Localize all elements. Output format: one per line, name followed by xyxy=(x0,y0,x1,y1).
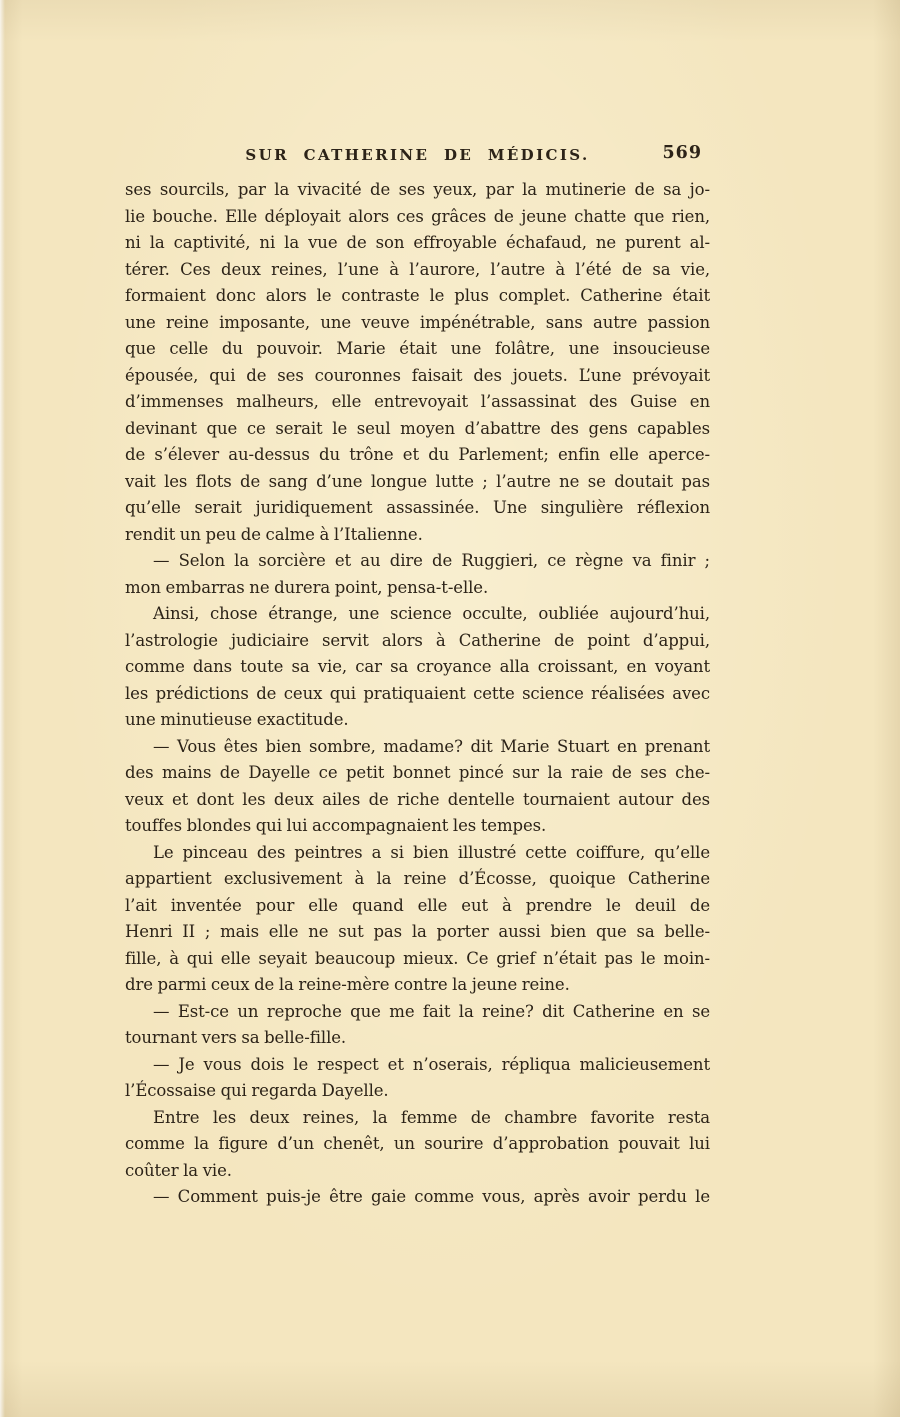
text-line: les prédictions de ceux qui pratiquaient cette science réalisées avec xyxy=(125,683,710,703)
text-line: formaient donc alors le contraste le plus complet. Catherine était xyxy=(125,286,710,305)
body-text xyxy=(125,177,710,1211)
text-line: Entre les deux reines, la femme de chambre favorite resta xyxy=(153,1107,710,1127)
running-title: SUR CATHERINE DE MÉDICIS. xyxy=(245,146,590,164)
text-line: de s’élever au-dessus du trône et du Parlement; enfin elle aperce- xyxy=(125,445,710,464)
text-line: comme la figure d’un chenêt, un sourire d’approbation pouvait lui xyxy=(125,1134,710,1153)
text-line: appartient exclusivement à la reine d’Écosse, quoique Catherine xyxy=(125,869,710,888)
text-line: l’ait inventée pour elle quand elle eut à prendre le deuil de xyxy=(125,895,710,915)
text-line: tournant vers sa belle-fille. xyxy=(125,1028,347,1047)
text-line: mon embarras ne durera point, pensa-t-elle. xyxy=(125,577,489,597)
text-line: ni la captivité, ni la vue de son effroyable échafaud, ne purent al- xyxy=(125,233,710,252)
text-line: fille, à qui elle seyait beaucoup mieux. Ce grief n’était pas le moin- xyxy=(125,948,710,968)
text-line: qu’elle serait juridiquement assassinée. Une singulière réflexion xyxy=(125,498,710,517)
text-line: épousée, qui de ses couronnes faisait des jouets. L’une prévoyait xyxy=(125,365,710,385)
text-line: vait les flots de sang d’une longue lutte ; l’autre ne se doutait pas xyxy=(125,471,710,491)
text-line: veux et dont les deux ailes de riche dentelle tournaient autour des xyxy=(125,789,710,809)
text-line: lie bouche. Elle déployait alors ces grâces de jeune chatte que rien, xyxy=(125,206,710,226)
text-line: des mains de Dayelle ce petit bonnet pincé sur la raie de ses che- xyxy=(125,763,710,782)
text-line: d’immenses malheurs, elle entrevoyait l’assassinat des Guise en xyxy=(125,392,710,411)
text-line: Ainsi, chose étrange, une science occulte, oubliée aujourd’hui, xyxy=(153,604,710,623)
text-line: l’astrologie judiciaire servit alors à Catherine de point d’appui, xyxy=(125,630,710,650)
text-line: — Comment puis-je être gaie comme vous, après avoir perdu le xyxy=(153,1187,710,1206)
text-line: dre parmi ceux de la reine-mère contre la jeune reine. xyxy=(125,975,570,994)
text-line: térer. Ces deux reines, l’une à l’aurore, l’autre à l’été de sa vie, xyxy=(125,259,710,279)
text-line: l’Écossaise qui regarda Dayelle. xyxy=(125,1081,389,1100)
page-number: 569 xyxy=(662,143,702,163)
text-line: une minutieuse exactitude. xyxy=(125,710,349,729)
text-line: — Vous êtes bien sombre, madame? dit Marie Stuart en prenant xyxy=(153,736,710,756)
text-line: coûter la vie. xyxy=(125,1160,232,1180)
text-line: — Est-ce un reproche que me fait la reine? dit Catherine en se xyxy=(153,1001,710,1021)
text-line: — Je vous dois le respect et n’oserais, répliqua malicieusement xyxy=(153,1054,710,1074)
text-line: — Selon la sorcière et au dire de Ruggieri, ce règne va finir ; xyxy=(153,551,710,570)
running-header xyxy=(125,143,710,168)
text-line: ses sourcils, par la vivacité de ses yeux, par la mutinerie de sa jo- xyxy=(125,180,710,199)
text-line: comme dans toute sa vie, car sa croyance alla croissant, en voyant xyxy=(125,657,710,676)
scan-edge xyxy=(0,0,5,1417)
text-line: touffes blondes qui lui accompagnaient les tempes. xyxy=(125,816,547,835)
text-line: une reine imposante, une veuve impénétrable, sans autre passion xyxy=(125,312,710,332)
text-line: rendit un peu de calme à l’Italienne. xyxy=(125,524,423,544)
text-line: devinant que ce serait le seul moyen d’abattre des gens capables xyxy=(125,418,710,438)
text-line: Le pinceau des peintres a si bien illustré cette coiffure, qu’elle xyxy=(153,842,710,862)
text-line: Henri II ; mais elle ne sut pas la porter aussi bien que sa belle- xyxy=(125,922,710,941)
text-line: que celle du pouvoir. Marie était une folâtre, une insoucieuse xyxy=(125,339,710,358)
